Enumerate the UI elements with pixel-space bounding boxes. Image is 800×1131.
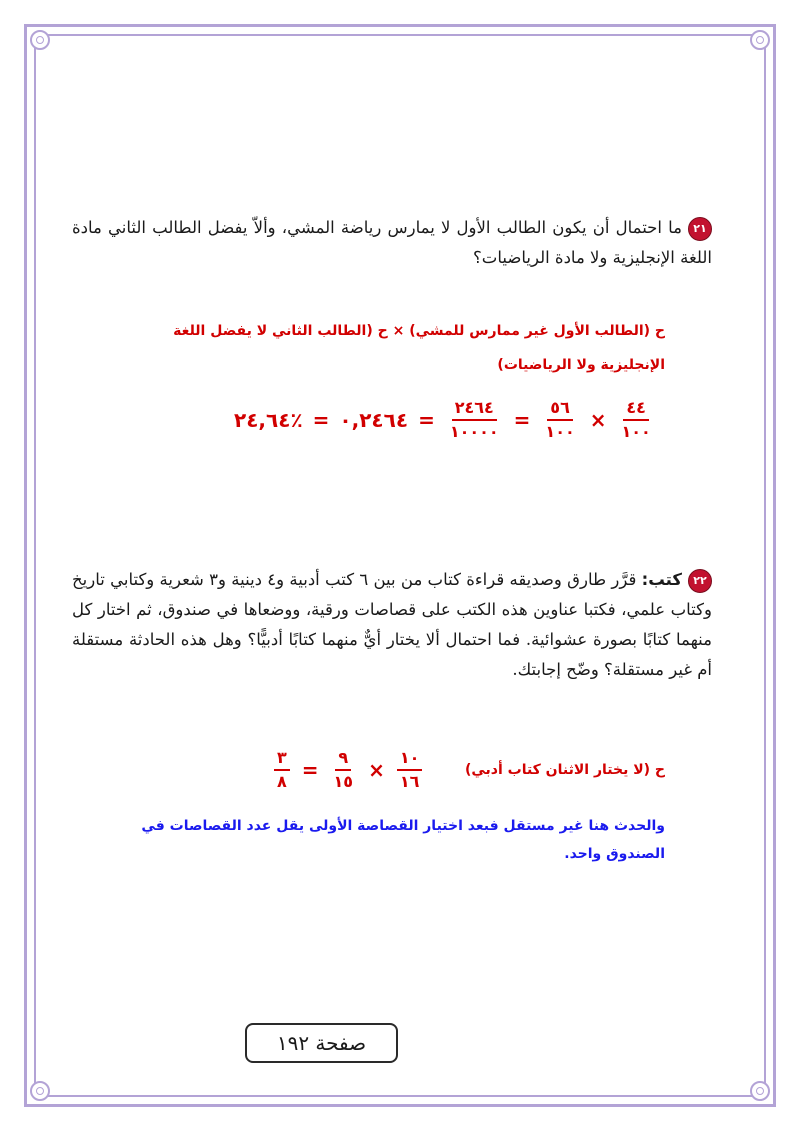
answer-21-line-1: ح (الطالب الأول غير ممارس للمشي) × ح (الطالب الثاني لا يفضل اللغة <box>173 323 665 339</box>
fraction-denominator: ١٥ <box>333 772 354 791</box>
question-number-badge: ٢٢ <box>688 569 712 593</box>
fraction-denominator: ٨ <box>277 772 287 791</box>
fraction-numerator: ٥٦ <box>547 397 573 421</box>
page-number: صفحة ١٩٢ <box>276 1031 367 1055</box>
answer-22-expression <box>270 747 426 793</box>
answer-21-expression <box>232 397 658 443</box>
fraction <box>397 747 423 793</box>
fraction <box>447 397 502 443</box>
corner-ornament-icon <box>750 1081 770 1101</box>
times-sign: × <box>589 408 607 432</box>
fraction-numerator: ٤٤ <box>623 397 649 421</box>
equals-sign: = <box>301 758 319 782</box>
answer-21-line-2: الإنجليزية ولا الرياضيات) <box>497 357 665 373</box>
question-label: كتب: <box>641 570 683 589</box>
answer-22-explanation: والحدث هنا غير مستقل فبعد اختيار القصاصة الأولى يقل عدد القصاصات في الصندوق واحد. <box>141 818 665 862</box>
fraction-numerator: ١٠ <box>397 747 423 771</box>
fraction-numerator: ٩ <box>335 747 351 771</box>
fraction-denominator: ١٦ <box>399 772 420 791</box>
fraction <box>274 747 290 793</box>
fraction <box>331 747 357 793</box>
fraction <box>542 397 577 443</box>
equals-sign: = <box>513 408 531 432</box>
question-text: ما احتمال أن يكون الطالب الأول لا يمارس رياضة المشي، وألاّ يفضل الطالب الثاني مادة اللغة الإنجليزية ولا مادة الرياضيات؟ <box>72 218 712 267</box>
fraction-denominator: ١٠٠ <box>621 422 651 441</box>
fraction-denominator: ١٠٠ <box>545 422 575 441</box>
equals-sign: = <box>418 408 435 432</box>
fraction-numerator: ٢٤٦٤ <box>452 397 497 421</box>
fraction-numerator: ٣ <box>274 747 290 771</box>
corner-ornament-icon <box>750 30 770 50</box>
question-text: قرَّر طارق وصديقه قراءة كتاب من بين ٦ كتب أدبية و٤ دينية و٣ شعرية وكتابي تاريخ وكتاب علمي، فكتبا عناوين هذه الكتب على قصاصات ورقية، ووضعاها في صندوق، ثم اختار كل منهما كتابًا بصورة عشوائية. فما احتمال ألا يختار أيٌّ منهما كتابًا أدبيًّا؟ وهل هذه الحادثة مستقلة أم غير مستقلة؟ وضّح إجابتك. <box>72 570 712 679</box>
answer-22-label: ح (لا يختار الاثنان كتاب أدبي) <box>464 762 665 778</box>
question-21 <box>72 213 712 273</box>
corner-ornament-icon <box>30 1081 50 1101</box>
page-number-box <box>245 1023 398 1063</box>
corner-ornament-icon <box>30 30 50 50</box>
question-number-badge: ٢١ <box>688 217 712 241</box>
decimal-result: ٠,٢٤٦٤ <box>339 408 409 432</box>
question-22 <box>72 565 712 685</box>
percent-result: ٢٤,٦٤٪ <box>234 408 303 432</box>
fraction <box>618 397 653 443</box>
fraction-denominator: ١٠٠٠٠ <box>449 422 499 441</box>
equals-sign: = <box>312 408 330 432</box>
times-sign: × <box>368 758 385 782</box>
